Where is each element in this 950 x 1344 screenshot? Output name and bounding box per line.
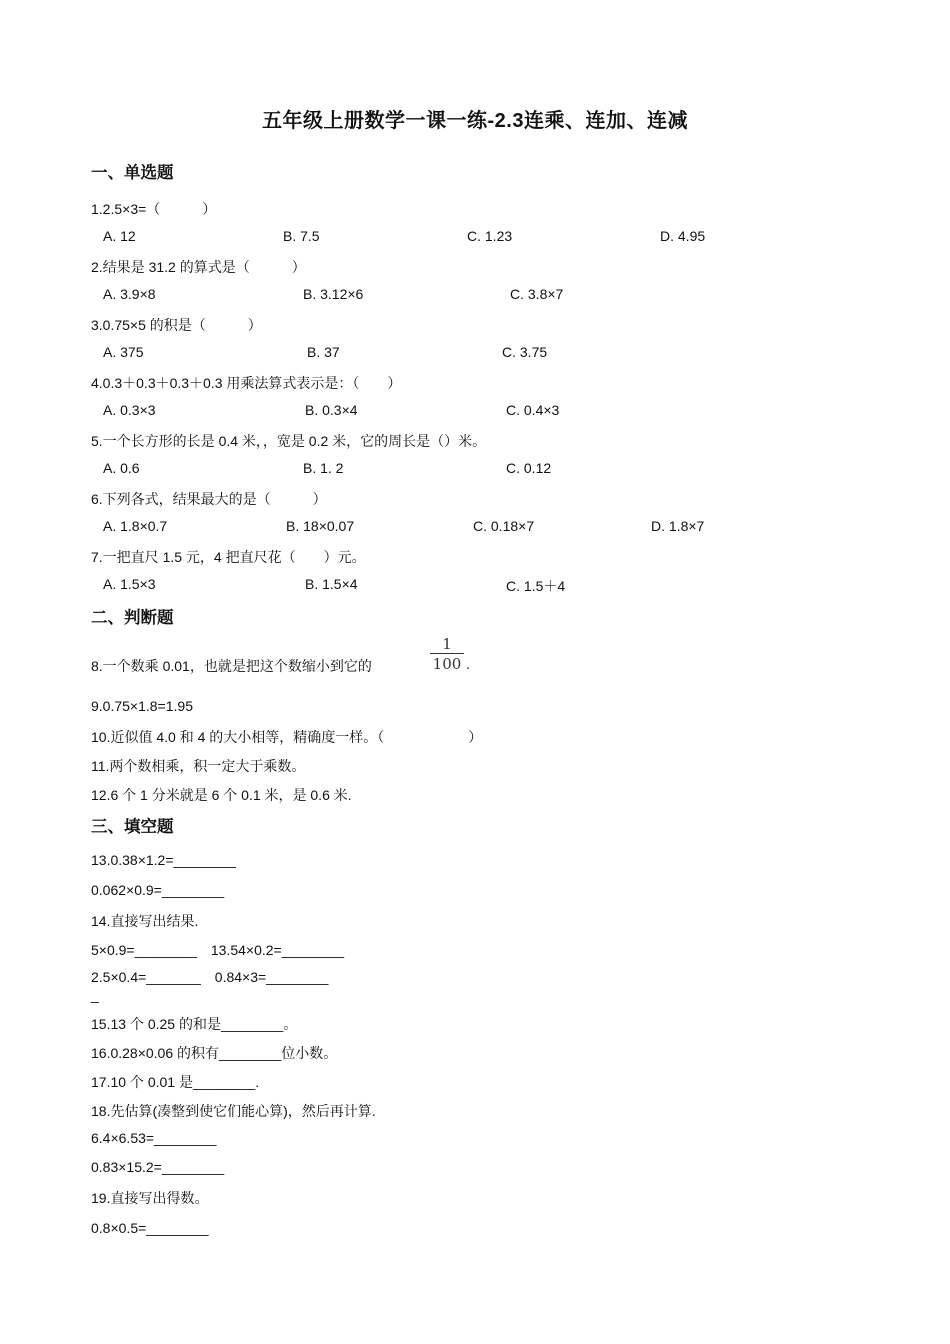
question-18: 18.先估算(凑整到使它们能心算)，然后再计算. [91, 1103, 376, 1119]
question-8-end: . [466, 656, 470, 672]
fraction-bar [430, 653, 464, 654]
q6-option-b: B. 18×0.07 [286, 518, 355, 534]
q3-option-c: C. 3.75 [502, 344, 548, 360]
q4-option-c: C. 0.4×3 [506, 402, 560, 418]
q1-option-a: A. 12 [103, 228, 136, 244]
q1-option-d: D. 4.95 [660, 228, 706, 244]
question-4: 4.0.3＋0.3＋0.3＋0.3 用乘法算式表示是：（ ） [91, 375, 402, 391]
q2-option-a: A. 3.9×8 [103, 286, 156, 302]
question-17: 17.10 个 0.01 是________. [91, 1074, 260, 1090]
q6-option-a: A. 1.8×0.7 [103, 518, 168, 534]
question-8: 8.一个数乘 0.01，也就是把这个数缩小到它的 [91, 658, 372, 674]
question-13-a: 13.0.38×1.2=________ [91, 852, 236, 868]
section-heading-true-false: 二、判断题 [91, 609, 174, 627]
question-6: 6.下列各式，结果最大的是（ ） [91, 491, 327, 507]
q7-option-b: B. 1.5×4 [305, 576, 358, 592]
fraction-denominator: 100 [432, 655, 462, 673]
question-11: 11.两个数相乘，积一定大于乘数。 [91, 758, 306, 774]
question-9: 9.0.75×1.8=1.95 [91, 698, 193, 714]
question-18-b: 0.83×15.2=________ [91, 1159, 225, 1175]
question-15: 15.13 个 0.25 的和是________。 [91, 1016, 298, 1032]
q6-option-d: D. 1.8×7 [651, 518, 705, 534]
q7-option-a: A. 1.5×3 [103, 576, 156, 592]
q7-option-c: C. 1.5＋4 [506, 578, 566, 594]
fraction-one-hundredth [430, 636, 464, 672]
q5-option-c: C. 0.12 [506, 460, 552, 476]
question-19-a: 0.8×0.5=________ [91, 1220, 209, 1236]
question-18-a: 6.4×6.53=________ [91, 1130, 217, 1146]
question-19: 19.直接写出得数。 [91, 1190, 209, 1206]
question-14-row-3: _ [91, 987, 99, 1003]
question-10: 10.近似值 4.0 和 4 的大小相等，精确度一样。（ ） [91, 729, 483, 745]
question-13-b: 0.062×0.9=________ [91, 882, 225, 898]
q5-option-b: B. 1. 2 [303, 460, 344, 476]
q4-option-a: A. 0.3×3 [103, 402, 156, 418]
question-16: 16.0.28×0.06 的积有________位小数。 [91, 1045, 338, 1061]
question-1: 1.2.5×3=（ ） [91, 201, 217, 217]
q4-option-b: B. 0.3×4 [305, 402, 358, 418]
question-14-row-1: 5×0.9=________ 13.54×0.2=________ [91, 942, 345, 958]
section-heading-fill-blank: 三、填空题 [91, 818, 174, 836]
section-heading-single-choice: 一、单选题 [91, 164, 174, 182]
q1-option-b: B. 7.5 [283, 228, 320, 244]
page-title: 五年级上册数学一课一练-2.3连乘、连加、连减 [262, 110, 688, 132]
question-12: 12.6 个 1 分米就是 6 个 0.1 米，是 0.6 米. [91, 787, 352, 803]
question-5: 5.一个长方形的长是 0.4 米，，宽是 0.2 米，它的周长是（）米。 [91, 433, 487, 449]
question-3: 3.0.75×5 的积是（ ） [91, 317, 262, 333]
q1-option-c: C. 1.23 [467, 228, 513, 244]
question-7: 7.一把直尺 1.5 元，4 把直尺花（ ）元。 [91, 549, 366, 565]
q3-option-a: A. 375 [103, 344, 144, 360]
q3-option-b: B. 37 [307, 344, 340, 360]
q2-option-c: C. 3.8×7 [510, 286, 564, 302]
q6-option-c: C. 0.18×7 [473, 518, 535, 534]
fraction-numerator: 1 [442, 635, 452, 653]
question-2: 2.结果是 31.2 的算式是（ ） [91, 259, 306, 275]
question-14: 14.直接写出结果. [91, 913, 199, 929]
q5-option-a: A. 0.6 [103, 460, 140, 476]
q2-option-b: B. 3.12×6 [303, 286, 364, 302]
question-14-row-2: 2.5×0.4=_______ 0.84×3=________ [91, 969, 329, 985]
